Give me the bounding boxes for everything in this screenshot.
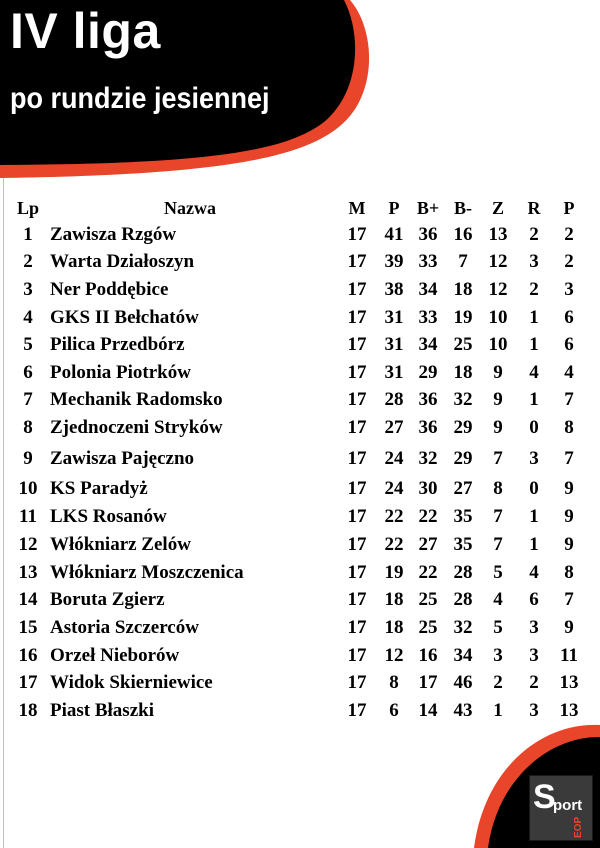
cell-goals-against: 27 xyxy=(453,478,473,499)
cell-draws: 3 xyxy=(529,251,539,272)
cell-losses: 13 xyxy=(559,672,579,693)
cell-wins: 7 xyxy=(493,506,503,527)
cell-goals-for: 29 xyxy=(418,362,438,383)
cell-matches: 17 xyxy=(347,389,367,410)
cell-goals-for: 16 xyxy=(418,645,438,666)
cell-draws: 1 xyxy=(529,389,539,410)
cell-team-name: Włókniarz Zelów xyxy=(50,534,191,555)
cell-matches: 17 xyxy=(347,279,367,300)
cell-goals-against: 35 xyxy=(453,506,473,527)
cell-losses: 2 xyxy=(564,251,574,272)
cell-team-name: Mechanik Radomsko xyxy=(50,389,223,410)
cell-points: 19 xyxy=(384,562,404,583)
cell-goals-for: 34 xyxy=(418,279,438,300)
column-header-losses: P xyxy=(563,198,575,218)
cell-goals-against: 35 xyxy=(453,534,473,555)
cell-wins: 9 xyxy=(493,417,503,438)
cell-team-name: Ner Poddębice xyxy=(50,279,169,300)
cell-goals-against: 32 xyxy=(453,389,473,410)
cell-points: 24 xyxy=(384,478,404,499)
cell-goals-for: 30 xyxy=(418,478,438,499)
cell-draws: 3 xyxy=(529,448,539,469)
cell-points: 39 xyxy=(384,251,404,272)
cell-goals-against: 18 xyxy=(453,279,473,300)
cell-goals-for: 36 xyxy=(418,417,438,438)
cell-draws: 1 xyxy=(529,334,539,355)
cell-team-name: Orzeł Nieborów xyxy=(50,645,180,666)
cell-matches: 17 xyxy=(347,307,367,328)
cell-draws: 0 xyxy=(529,478,539,499)
cell-goals-for: 25 xyxy=(418,617,438,638)
cell-matches: 17 xyxy=(347,700,367,721)
cell-points: 24 xyxy=(384,448,404,469)
cell-goals-for: 17 xyxy=(418,672,438,693)
cell-goals-against: 25 xyxy=(453,334,473,355)
cell-goals-for: 25 xyxy=(418,589,438,610)
logo-word: port xyxy=(553,797,583,814)
cell-position: 4 xyxy=(23,307,33,328)
cell-wins: 10 xyxy=(488,334,508,355)
cell-draws: 2 xyxy=(529,224,539,245)
cell-goals-for: 36 xyxy=(418,389,438,410)
cell-position: 17 xyxy=(18,672,38,693)
cell-losses: 11 xyxy=(560,645,578,666)
cell-points: 8 xyxy=(389,672,399,693)
cell-goals-against: 32 xyxy=(453,617,473,638)
cell-wins: 5 xyxy=(493,617,503,638)
cell-losses: 2 xyxy=(564,224,574,245)
cell-team-name: Warta Działoszyn xyxy=(50,251,195,272)
cell-team-name: Zjednoczeni Stryków xyxy=(50,417,223,438)
cell-losses: 9 xyxy=(564,478,574,499)
cell-points: 22 xyxy=(384,506,404,527)
cell-points: 22 xyxy=(384,534,404,555)
column-header-goals-against: B- xyxy=(454,198,472,218)
cell-draws: 1 xyxy=(529,506,539,527)
cell-wins: 7 xyxy=(493,448,503,469)
cell-draws: 4 xyxy=(529,362,539,383)
cell-matches: 17 xyxy=(347,251,367,272)
cell-goals-against: 29 xyxy=(453,417,473,438)
cell-wins: 3 xyxy=(493,645,503,666)
cell-draws: 2 xyxy=(529,672,539,693)
cell-wins: 13 xyxy=(488,224,508,245)
cell-wins: 5 xyxy=(493,562,503,583)
cell-points: 6 xyxy=(389,700,399,721)
column-header-wins: Z xyxy=(491,198,504,218)
cell-goals-against: 34 xyxy=(453,645,473,666)
cell-goals-against: 7 xyxy=(458,251,468,272)
cell-losses: 6 xyxy=(564,307,574,328)
cell-losses: 13 xyxy=(559,700,579,721)
cell-team-name: Boruta Zgierz xyxy=(50,589,165,610)
sport-eop-logo xyxy=(529,775,593,841)
cell-matches: 17 xyxy=(347,645,367,666)
cell-goals-against: 18 xyxy=(453,362,473,383)
cell-position: 13 xyxy=(18,562,38,583)
cell-wins: 4 xyxy=(493,589,503,610)
cell-team-name: Zawisza Rzgów xyxy=(50,224,177,245)
column-header-position: Lp xyxy=(16,198,40,218)
cell-position: 1 xyxy=(23,224,33,245)
cell-losses: 9 xyxy=(564,534,574,555)
cell-goals-against: 29 xyxy=(453,448,473,469)
cell-position: 11 xyxy=(19,506,37,527)
cell-position: 6 xyxy=(23,362,33,383)
cell-team-name: GKS II Bełchatów xyxy=(50,307,199,328)
cell-matches: 17 xyxy=(347,334,367,355)
cell-position: 15 xyxy=(18,617,38,638)
cell-losses: 6 xyxy=(564,334,574,355)
cell-position: 9 xyxy=(23,448,33,469)
cell-goals-for: 33 xyxy=(418,307,438,328)
cell-goals-for: 34 xyxy=(418,334,438,355)
cell-goals-against: 43 xyxy=(453,700,473,721)
cell-matches: 17 xyxy=(347,617,367,638)
cell-points: 38 xyxy=(384,279,404,300)
cell-goals-against: 28 xyxy=(453,589,473,610)
column-header-draws: R xyxy=(527,198,541,218)
cell-losses: 3 xyxy=(564,279,574,300)
column-header-matches: M xyxy=(348,198,366,218)
cell-losses: 7 xyxy=(564,389,574,410)
cell-wins: 9 xyxy=(493,389,503,410)
logo-letter: S xyxy=(533,778,556,816)
cell-points: 31 xyxy=(384,362,404,383)
cell-points: 27 xyxy=(384,417,404,438)
cell-goals-against: 46 xyxy=(453,672,473,693)
cell-team-name: Astoria Szczerców xyxy=(50,617,199,638)
cell-matches: 17 xyxy=(347,672,367,693)
cell-goals-for: 27 xyxy=(418,534,438,555)
cell-goals-for: 33 xyxy=(418,251,438,272)
cell-position: 5 xyxy=(23,334,33,355)
cell-goals-for: 22 xyxy=(418,506,438,527)
cell-points: 18 xyxy=(384,589,404,610)
cell-losses: 7 xyxy=(564,448,574,469)
cell-draws: 4 xyxy=(529,562,539,583)
cell-wins: 12 xyxy=(488,251,508,272)
cell-wins: 1 xyxy=(493,700,503,721)
cell-points: 18 xyxy=(384,617,404,638)
cell-matches: 17 xyxy=(347,506,367,527)
cell-team-name: LKS Rosanów xyxy=(50,506,167,527)
column-header-points: P xyxy=(388,198,400,218)
cell-position: 7 xyxy=(23,389,33,410)
page-subtitle: po rundzie jesiennej xyxy=(10,82,270,115)
cell-points: 41 xyxy=(384,224,404,245)
cell-draws: 1 xyxy=(529,534,539,555)
cell-wins: 10 xyxy=(488,307,508,328)
cell-draws: 3 xyxy=(529,617,539,638)
cell-draws: 3 xyxy=(529,700,539,721)
cell-team-name: Widok Skierniewice xyxy=(50,672,213,693)
cell-points: 31 xyxy=(384,307,404,328)
cell-draws: 0 xyxy=(529,417,539,438)
cell-position: 12 xyxy=(18,534,38,555)
cell-team-name: Piast Błaszki xyxy=(50,700,154,721)
cell-wins: 9 xyxy=(493,362,503,383)
cell-matches: 17 xyxy=(347,362,367,383)
cell-position: 3 xyxy=(23,279,33,300)
cell-goals-against: 19 xyxy=(453,307,473,328)
cell-team-name: Włókniarz Moszczenica xyxy=(50,562,244,583)
cell-team-name: Polonia Piotrków xyxy=(50,362,191,383)
cell-position: 10 xyxy=(18,478,38,499)
cell-wins: 7 xyxy=(493,534,503,555)
column-header-goals-for: B+ xyxy=(416,198,440,218)
cell-matches: 17 xyxy=(347,562,367,583)
cell-goals-against: 28 xyxy=(453,562,473,583)
cell-matches: 17 xyxy=(347,417,367,438)
cell-matches: 17 xyxy=(347,224,367,245)
cell-goals-against: 16 xyxy=(453,224,473,245)
cell-position: 18 xyxy=(18,700,38,721)
cell-team-name: Zawisza Pajęczno xyxy=(50,448,195,469)
cell-losses: 9 xyxy=(564,506,574,527)
cell-losses: 7 xyxy=(564,589,574,610)
cell-draws: 2 xyxy=(529,279,539,300)
cell-matches: 17 xyxy=(347,589,367,610)
cell-position: 8 xyxy=(23,417,33,438)
cell-matches: 17 xyxy=(347,534,367,555)
cell-wins: 8 xyxy=(493,478,503,499)
cell-position: 2 xyxy=(23,251,33,272)
cell-team-name: KS Paradyż xyxy=(50,478,148,499)
cell-losses: 8 xyxy=(564,417,574,438)
cell-points: 12 xyxy=(384,645,404,666)
cell-points: 28 xyxy=(384,389,404,410)
cell-draws: 3 xyxy=(529,645,539,666)
cell-draws: 1 xyxy=(529,307,539,328)
cell-team-name: Pilica Przedbórz xyxy=(50,334,185,355)
cell-position: 14 xyxy=(18,589,38,610)
cell-matches: 17 xyxy=(347,448,367,469)
cell-goals-for: 14 xyxy=(418,700,438,721)
cell-wins: 12 xyxy=(488,279,508,300)
page-title: IV liga xyxy=(10,3,161,59)
cell-wins: 2 xyxy=(493,672,503,693)
cell-losses: 4 xyxy=(564,362,574,383)
cell-goals-for: 36 xyxy=(418,224,438,245)
cell-draws: 6 xyxy=(529,589,539,610)
cell-goals-for: 22 xyxy=(418,562,438,583)
logo-tag: EOP xyxy=(573,816,584,838)
cell-losses: 8 xyxy=(564,562,574,583)
cell-goals-for: 32 xyxy=(418,448,438,469)
column-header-team-name: Nazwa xyxy=(164,198,216,218)
cell-points: 31 xyxy=(384,334,404,355)
cell-losses: 9 xyxy=(564,617,574,638)
cell-position: 16 xyxy=(18,645,38,666)
cell-matches: 17 xyxy=(347,478,367,499)
